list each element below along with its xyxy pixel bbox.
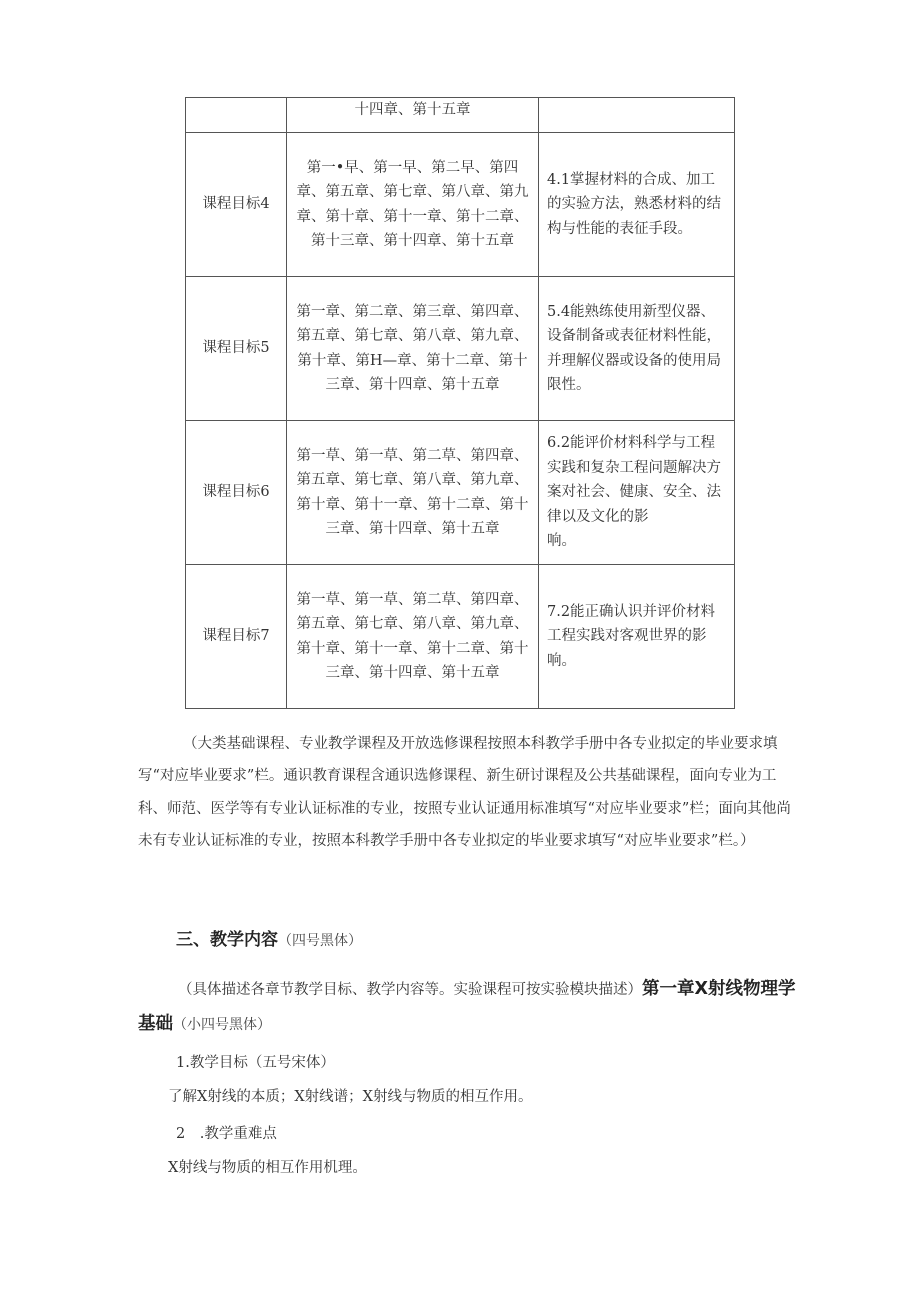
chapters-cell: 十四章、第十五章 [287, 98, 539, 133]
section-heading-note: （四号黑体） [278, 933, 362, 949]
table-row [186, 277, 735, 421]
goal-cell: 课程目标4 [186, 133, 287, 277]
requirement-cell: 7.2能正确认识并评价材料工程实践对客观世界的影响。 [539, 565, 735, 709]
requirement-cell: 4.1掌握材料的合成、加工的实验方法，熟悉材料的结构与性能的表征手段。 [539, 133, 735, 277]
goal-cell: 课程目标6 [186, 421, 287, 565]
requirement-cell [539, 98, 735, 133]
teaching-goal-label: 1.教学目标（五号宋体） [176, 1055, 335, 1071]
chapters-cell: 第一草、第一草、第二草、第四章、第五章、第七章、第八章、第九章、第十章、第十一章、第十二章、第十三章、第十四章、第十五章 [287, 565, 539, 709]
chapter-title-note: （小四号黑体） [173, 1017, 271, 1033]
table-row [186, 98, 735, 133]
teaching-goal-text: 了解X射线的本质；X射线谱；X射线与物质的相互作用。 [168, 1089, 533, 1105]
requirement-text: 6.2能评价材料科学与工程实践和复杂工程问题解决方案对社会、健康、安全、法律以及文化的影 [547, 435, 721, 525]
table-row [186, 133, 735, 277]
content-description [138, 972, 802, 1042]
goal-cell [186, 98, 287, 133]
chapters-cell: 第一草、第一草、第二草、第四章、第五章、第七章、第八章、第九章、第十章、第十一章、第十二章、第十三章、第十四章、第十五章 [287, 421, 539, 565]
chapters-cell: 第一章、第二章、第三章、第四章、第五章、第七章、第八章、第九章、第十章、第H—章、第十二章、第十三章、第十四章、第十五章 [287, 277, 539, 421]
table-footnote: （大类基础课程、专业教学课程及开放选修课程按照本科教学手册中各专业拟定的毕业要求填写“对应毕业要求”栏。通识教育课程含通识选修课程、新生研讨课程及公共基础课程，面向专业为工科、师范、医学等有专业认证标准的专业，按照专业认证通用标准填写“对应毕业要求”栏；面向其他尚未有专业认证标准的专业，按照本科教学手册中各专业拟定的毕业要求填写“对应毕业要求”栏。） [138, 736, 791, 850]
requirement-cell: 5.4能熟练使用新型仪器、设备制备或表征材料性能，并理解仪器或设备的使用局限性。 [539, 277, 735, 421]
requirement-text-tail: 响。 [547, 533, 576, 550]
section-heading-text: 三、教学内容 [176, 930, 278, 950]
key-points-label: 2 .教学重难点 [176, 1126, 277, 1142]
requirement-cell [539, 421, 735, 565]
content-description-text: （具体描述各章节教学目标、教学内容等。实验课程可按实验模块描述） [178, 982, 642, 998]
course-objectives-table [185, 97, 735, 709]
goal-cell: 课程目标7 [186, 565, 287, 709]
chapter-title: 第一章X射线物理学基础 [138, 979, 796, 1034]
chapters-cell: 第一•早、第一早、第二早、第四章、第五章、第七章、第八章、第九章、第十章、第十一章、第十二章、第十三章、第十四章、第十五章 [287, 133, 539, 277]
table-row [186, 421, 735, 565]
course-objectives-table-wrapper [185, 97, 735, 709]
key-points-text: X射线与物质的相互作用机理。 [168, 1160, 367, 1176]
table-row [186, 565, 735, 709]
goal-cell: 课程目标5 [186, 277, 287, 421]
section-heading [176, 925, 362, 950]
